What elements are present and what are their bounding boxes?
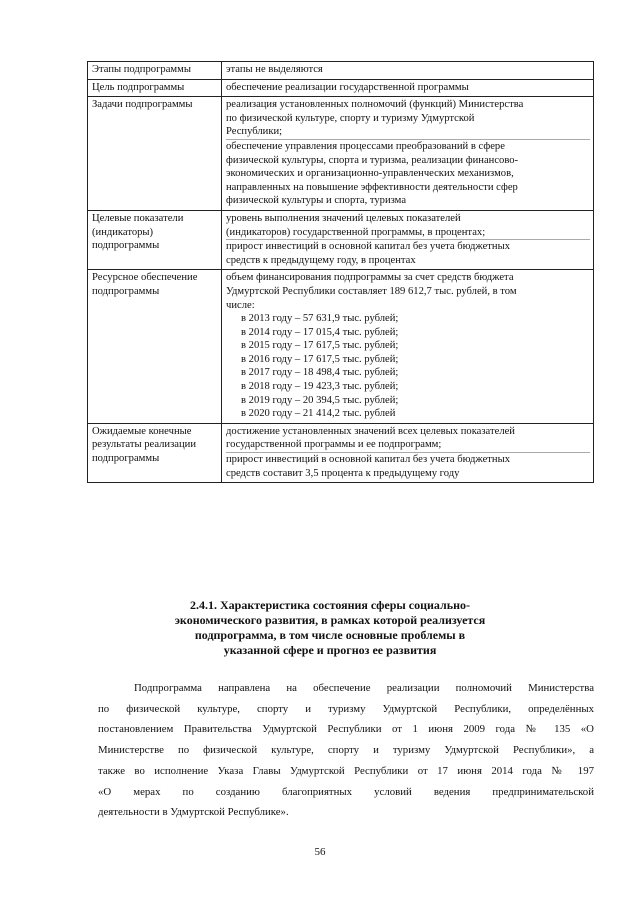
section-heading: 2.4.1. Характеристика состояния сферы социально- экономического развития, в рамках которой реализуется подпрограмма, в том числе основные проблемы в указанной сфере и прогноз ее развития bbox=[174, 598, 486, 657]
task-item: реализация установленных полномочий (функций) Министерства по физической культуре, спорту и туризму Удмуртской Республики; bbox=[226, 99, 524, 138]
row-content: объем финансирования подпрограммы за счет средств бюджета Удмуртской Республики составляет 189 612,7 тыс. рублей, в том числе: в 2013 году – 57 631,9 тыс. рублей; в 2014 году – 17 015,4 тыс. рублей; в 2015 году – 17 617,5 тыс. рублей; в 2016 году – 17 617,5 тыс. рублей; в 2017 году – 18 498,4 тыс. рублей; в 2018 году – 19 423,3 тыс. рублей; в 2019 году – 20 394,5 тыс. рублей; в 2020 году – 21 414,2 тыс. рублей bbox=[222, 270, 594, 424]
funding-year: в 2020 году – 21 414,2 тыс. рублей bbox=[241, 408, 396, 420]
row-label: Ожидаемые конечные результаты реализации подпрограммы bbox=[88, 423, 222, 482]
row-content bbox=[222, 423, 594, 482]
table-row-goal bbox=[88, 79, 594, 97]
row-content: обеспечение реализации государственной программы bbox=[222, 79, 594, 97]
funding-year: в 2016 году – 17 617,5 тыс. рублей; bbox=[241, 353, 399, 365]
indicator-item: уровень выполнения значений целевых показателей (индикаторов) государственной программы, в процентах; bbox=[226, 212, 486, 238]
funding-year: в 2014 году – 17 015,4 тыс. рублей; bbox=[241, 326, 399, 338]
funding-year: в 2017 году – 18 498,4 тыс. рублей; bbox=[241, 367, 399, 379]
funding-year: в 2015 году – 17 617,5 тыс. рублей; bbox=[241, 340, 399, 352]
row-content bbox=[222, 210, 594, 269]
result-item: достижение установленных значений всех целевых показателей государственной программы и ее подпрограмм; bbox=[226, 425, 515, 451]
table-row-indicators bbox=[88, 210, 594, 269]
page-number: 56 bbox=[314, 846, 326, 858]
row-label: Этапы подпрограммы bbox=[88, 62, 222, 80]
table-row-expected-results bbox=[88, 423, 594, 482]
funding-year: в 2013 году – 57 631,9 тыс. рублей; bbox=[241, 313, 399, 325]
funding-year: в 2018 году – 19 423,3 тыс. рублей; bbox=[241, 381, 399, 393]
task-item: обеспечение управления процессами преобразований в сфере физической культуры, спорта и туризма, реализации финансово- экономических и организационно-управленческих механизмов, направленных на повышение эффективности деятельности сфер физической культуры и спорта, туризма bbox=[226, 139, 590, 208]
table-row-tasks bbox=[88, 97, 594, 211]
row-label: Задачи подпрограммы bbox=[88, 97, 222, 211]
indicator-item: прирост инвестиций в основной капитал без учета бюджетных средств к предыдущему году, в процентах bbox=[226, 239, 590, 267]
row-content bbox=[222, 97, 594, 211]
row-label: Ресурсное обеспечение подпрограммы bbox=[88, 270, 222, 424]
body-paragraph: Подпрограмма направлена на обеспечение реализации полномочий Министерства по физической культуре, спорту и туризму Удмуртской Республики, определённых постановлением Правительства Удмуртской Республики от 1 июня 2009 года № 135 «О Министерстве по физической культуре, спорту и туризму Удмуртской Республики», а также во исполнение Указа Главы Удмуртской Республики от 17 июня 2014 года № 197 «О мерах по созданию благоприятных условий ведения предпринимательской деятельности в Удмуртской Республике». bbox=[98, 682, 594, 819]
row-label: Цель подпрограммы bbox=[88, 79, 222, 97]
table-row-resources bbox=[88, 270, 594, 424]
subprogram-passport-table bbox=[87, 61, 594, 483]
row-label: Целевые показатели (индикаторы) подпрограммы bbox=[88, 210, 222, 269]
table-row-stages bbox=[88, 62, 594, 80]
funding-year: в 2019 году – 20 394,5 тыс. рублей; bbox=[241, 394, 399, 406]
result-item: прирост инвестиций в основной капитал без учета бюджетных средств составит 3,5 процента к предыдущему году bbox=[226, 452, 590, 480]
row-content: этапы не выделяются bbox=[222, 62, 594, 80]
